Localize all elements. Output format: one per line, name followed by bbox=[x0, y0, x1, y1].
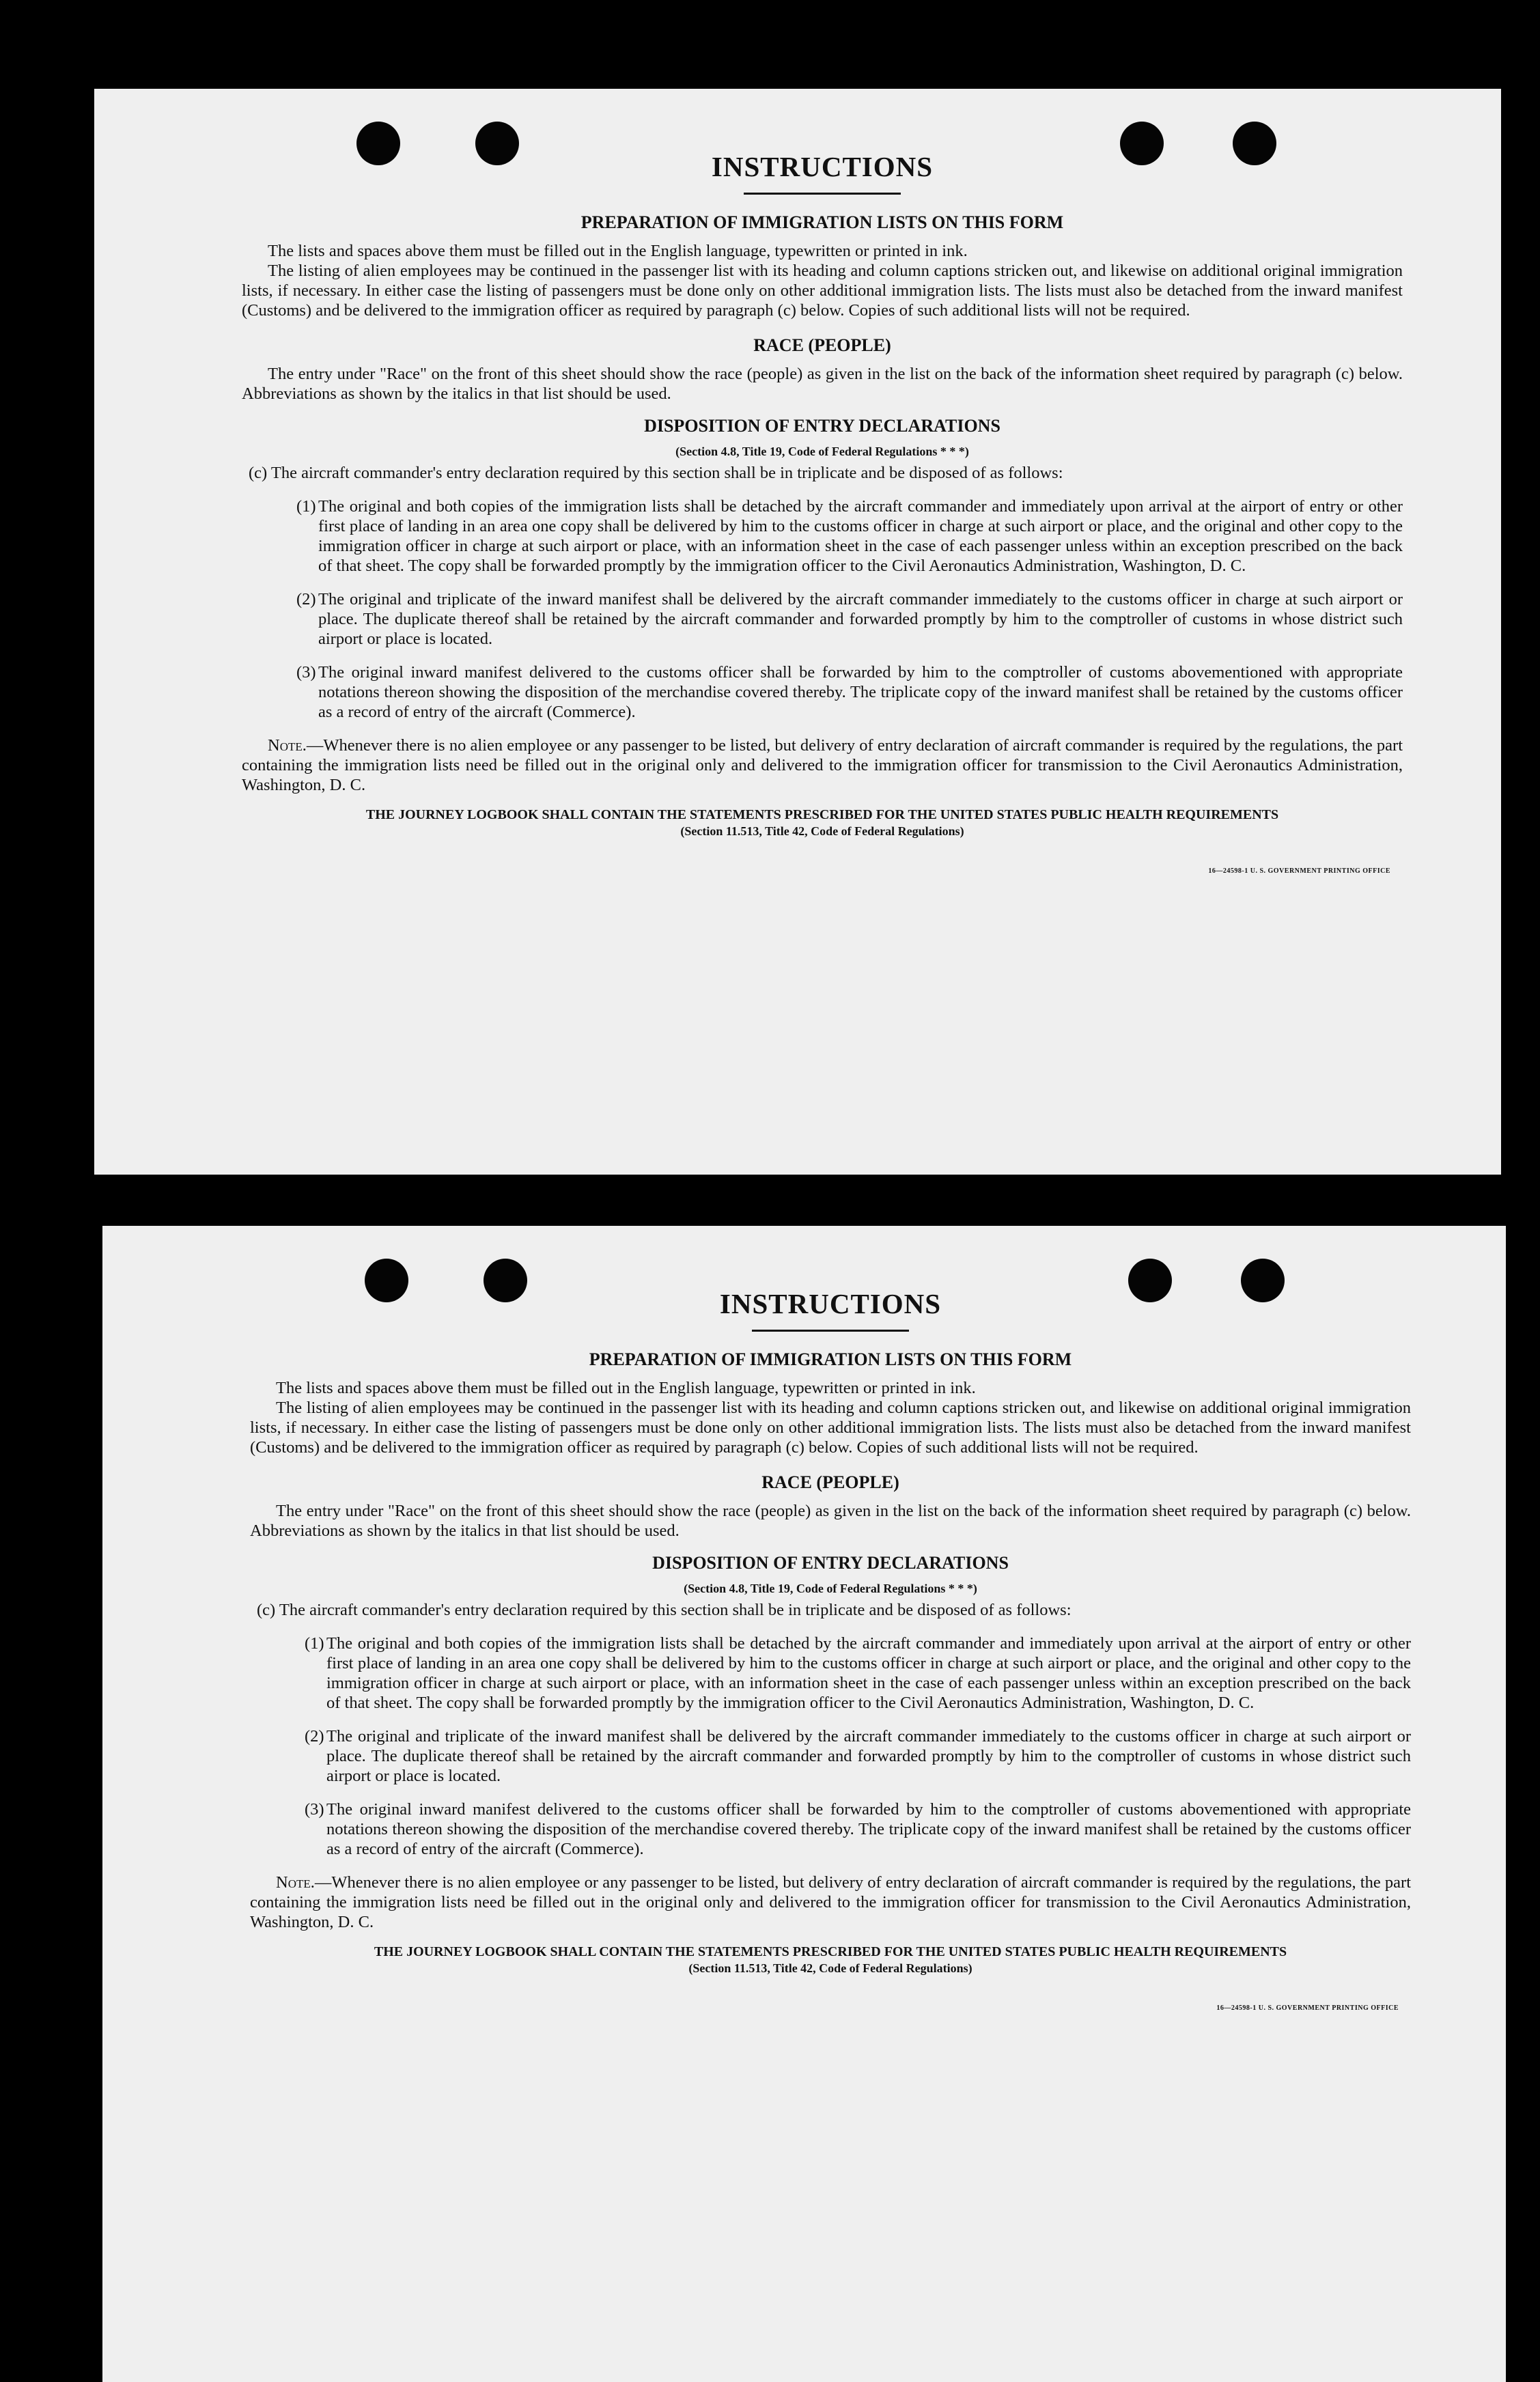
list-item bbox=[242, 496, 1403, 576]
list-item bbox=[242, 589, 1403, 649]
title-rule bbox=[752, 1330, 909, 1332]
paragraph-race: The entry under "Race" on the front of this sheet should show the race (people) as given in the list on the back of the information sheet required by paragraph (c) below. Abbreviations as shown by the italics in that list should be used. bbox=[250, 1502, 1411, 1540]
section-heading-disposition: DISPOSITION OF ENTRY DECLARATIONS bbox=[644, 416, 1000, 436]
title-rule bbox=[744, 193, 901, 195]
page-title: INSTRUCTIONS bbox=[719, 1288, 942, 1319]
journey-logbook-notice: THE JOURNEY LOGBOOK SHALL CONTAIN THE STATEMENTS PRESCRIBED FOR THE UNITED STATES PUBLIC HEALTH REQUIREMENTS bbox=[374, 1944, 1287, 1959]
printer-imprint: 16—24598-1 U. S. GOVERNMENT PRINTING OFFICE bbox=[1208, 867, 1390, 875]
section-heading-race: RACE (PEOPLE) bbox=[761, 1472, 899, 1492]
list-item bbox=[242, 662, 1403, 722]
note-label: Note. bbox=[268, 736, 307, 755]
note-paragraph bbox=[250, 1873, 1411, 1932]
paragraph-c: (c) The aircraft commander's entry declaration required by this section shall be in triplicate and be disposed of as follows: bbox=[249, 464, 1063, 482]
paragraph-c: (c) The aircraft commander's entry declaration required by this section shall be in triplicate and be disposed of as follows: bbox=[257, 1601, 1072, 1619]
note-text: —Whenever there is no alien employee or any passenger to be listed, but delivery of entry declaration of aircraft commander is required by the regulations, the part containing the immigration lists need be filled out in the original only and delivered to the immigration officer for transmission to the Civil Aeronautics Administration, Washington, D. C. bbox=[242, 736, 1403, 794]
item-number: (3) bbox=[305, 1800, 324, 1819]
note-paragraph bbox=[242, 735, 1403, 795]
item-text: The original inward manifest delivered to the customs officer shall be forwarded by him to the comptroller of customs abovementioned with appropriate notations thereon showing the disposition of the merchandise covered thereby. The triplicate copy of the inward manifest shall be retained by the customs officer as a record of entry of the aircraft (Commerce). bbox=[326, 1800, 1411, 1858]
page-title: INSTRUCTIONS bbox=[711, 151, 934, 182]
item-number: (1) bbox=[296, 497, 316, 516]
journey-logbook-notice: THE JOURNEY LOGBOOK SHALL CONTAIN THE STATEMENTS PRESCRIBED FOR THE UNITED STATES PUBLIC HEALTH REQUIREMENTS bbox=[365, 807, 1279, 822]
list-item bbox=[250, 1726, 1411, 1786]
item-text: The original and both copies of the immigration lists shall be detached by the aircraft commander and immediately upon arrival at the airport of entry or other first place of landing in an area one copy shall be delivered by him to the customs officer in charge at such airport or place, and the original and other copy to the immigration officer in charge at such airport or place, with an information sheet in the case of each passenger unless within an exception prescribed on the back of that sheet. The copy shall be forwarded promptly by the immigration officer to the Civil Aeronautics Administration, Washington, D. C. bbox=[318, 497, 1403, 575]
paragraph-alien-employees: The listing of alien employees may be continued in the passenger list with its heading and column captions stricken out, and likewise on additional original immigration lists, if necessary. In either case the listing of passengers must be done only on other additional immigration lists. The lists must also be detached from the inward manifest (Customs) and be delivered to the immigration officer as required by paragraph (c) below. Copies of such additional lists will not be required. bbox=[242, 262, 1403, 320]
journey-logbook-reference: (Section 11.513, Title 42, Code of Federal Regulations) bbox=[680, 824, 964, 838]
section-heading-race: RACE (PEOPLE) bbox=[753, 335, 891, 355]
item-number: (1) bbox=[305, 1634, 324, 1653]
section-reference: (Section 4.8, Title 19, Code of Federal Regulations * * *) bbox=[675, 445, 969, 458]
note-label: Note. bbox=[276, 1873, 315, 1892]
sheet-content bbox=[242, 150, 1403, 875]
section-heading-disposition: DISPOSITION OF ENTRY DECLARATIONS bbox=[652, 1553, 1009, 1573]
section-heading-preparation: PREPARATION OF IMMIGRATION LISTS ON THIS FORM bbox=[589, 1349, 1072, 1369]
paragraph-race: The entry under "Race" on the front of this sheet should show the race (people) as given in the list on the back of the information sheet required by paragraph (c) below. Abbreviations as shown by the italics in that list should be used. bbox=[242, 365, 1403, 403]
item-text: The original and both copies of the immigration lists shall be detached by the aircraft commander and immediately upon arrival at the airport of entry or other first place of landing in an area one copy shall be delivered by him to the customs officer in charge at such airport or place, and the original and other copy to the immigration officer in charge at such airport or place, with an information sheet in the case of each passenger unless within an exception prescribed on the back of that sheet. The copy shall be forwarded promptly by the immigration officer to the Civil Aeronautics Administration, Washington, D. C. bbox=[326, 1634, 1411, 1712]
journey-logbook-reference: (Section 11.513, Title 42, Code of Federal Regulations) bbox=[688, 1961, 972, 1975]
item-number: (2) bbox=[305, 1727, 324, 1746]
list-item bbox=[250, 1634, 1411, 1713]
instruction-sheet-top bbox=[94, 89, 1501, 1175]
list-item bbox=[250, 1799, 1411, 1859]
item-number: (3) bbox=[296, 663, 316, 682]
paragraph-alien-employees: The listing of alien employees may be continued in the passenger list with its heading and column captions stricken out, and likewise on additional original immigration lists, if necessary. In either case the listing of passengers must be done only on other additional immigration lists. The lists must also be detached from the inward manifest (Customs) and be delivered to the immigration officer as required by paragraph (c) below. Copies of such additional lists will not be required. bbox=[250, 1399, 1411, 1457]
sheet-content bbox=[250, 1287, 1411, 2012]
section-heading-preparation: PREPARATION OF IMMIGRATION LISTS ON THIS FORM bbox=[580, 212, 1064, 232]
paragraph-language: The lists and spaces above them must be filled out in the English language, typewritten or printed in ink. bbox=[268, 242, 968, 260]
item-text: The original and triplicate of the inward manifest shall be delivered by the aircraft commander immediately to the customs officer in charge at such airport or place. The duplicate thereof shall be retained by the aircraft commander and forwarded promptly by him to the comptroller of customs in whose district such airport or place is located. bbox=[318, 590, 1403, 648]
note-text: —Whenever there is no alien employee or any passenger to be listed, but delivery of entry declaration of aircraft commander is required by the regulations, the part containing the immigration lists need be filled out in the original only and delivered to the immigration officer for transmission to the Civil Aeronautics Administration, Washington, D. C. bbox=[250, 1873, 1411, 1931]
item-number: (2) bbox=[296, 590, 316, 608]
paragraph-language: The lists and spaces above them must be filled out in the English language, typewritten or printed in ink. bbox=[276, 1379, 976, 1397]
item-text: The original and triplicate of the inward manifest shall be delivered by the aircraft commander immediately to the customs officer in charge at such airport or place. The duplicate thereof shall be retained by the aircraft commander and forwarded promptly by him to the comptroller of customs in whose district such airport or place is located. bbox=[326, 1727, 1411, 1785]
section-reference: (Section 4.8, Title 19, Code of Federal Regulations * * *) bbox=[684, 1582, 977, 1595]
instruction-sheet-bottom bbox=[102, 1226, 1506, 2382]
printer-imprint: 16—24598-1 U. S. GOVERNMENT PRINTING OFFICE bbox=[1216, 2004, 1399, 2012]
item-text: The original inward manifest delivered to the customs officer shall be forwarded by him to the comptroller of customs abovementioned with appropriate notations thereon showing the disposition of the merchandise covered thereby. The triplicate copy of the inward manifest shall be retained by the customs officer as a record of entry of the aircraft (Commerce). bbox=[318, 663, 1403, 721]
